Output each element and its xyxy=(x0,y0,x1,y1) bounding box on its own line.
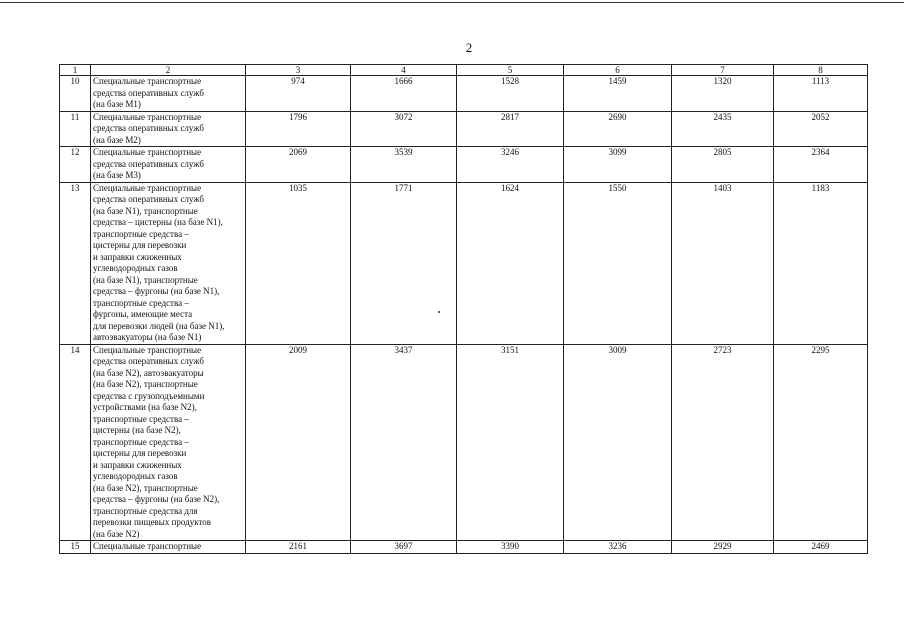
vehicle-category-line: автоэвакуаторы (на базе N1) xyxy=(93,332,202,342)
table-row xyxy=(60,147,868,183)
table-body xyxy=(60,76,868,554)
table-row xyxy=(60,111,868,147)
table-row xyxy=(60,182,868,344)
value-cell: 2069 xyxy=(246,147,351,183)
value-cell: 3009 xyxy=(564,344,672,541)
value-cell: 3151 xyxy=(457,344,564,541)
value-cell: 2690 xyxy=(564,111,672,147)
value-cell: 2295 xyxy=(774,344,868,541)
row-number: 13 xyxy=(60,182,91,344)
vehicle-category-line: транспортные средства – xyxy=(93,297,189,308)
vehicle-category-line: (на базе N2) xyxy=(93,528,140,539)
vehicle-category-line: и заправки сжиженных xyxy=(93,459,182,470)
value-cell: 3539 xyxy=(351,147,457,183)
vehicle-category-line: (на базе N2), транспортные xyxy=(93,379,198,389)
table-row xyxy=(60,541,868,554)
vehicle-category xyxy=(91,147,246,183)
value-cell: 3697 xyxy=(351,541,457,554)
vehicle-category xyxy=(91,111,246,147)
value-cell: 2435 xyxy=(672,111,774,147)
vehicle-category-line: транспортные средства – xyxy=(93,436,189,447)
value-cell: 3246 xyxy=(457,147,564,183)
vehicle-category-line: для перевозки людей (на базе N1), xyxy=(93,320,225,331)
header-cell: 6 xyxy=(564,65,672,76)
value-cell: 1771 xyxy=(351,182,457,344)
vehicle-category-line: средства – фургоны (на базе N2), xyxy=(93,494,220,504)
vehicle-category-line: Специальные транспортные xyxy=(93,76,202,86)
header-cell: 3 xyxy=(246,65,351,76)
vehicle-category-line: (на базе М2) xyxy=(93,134,141,145)
vehicle-category xyxy=(91,344,246,541)
vehicle-category-line: средства с грузоподъемными xyxy=(93,390,205,401)
vehicle-category-line: углеводородных газов xyxy=(93,263,178,273)
vehicle-category xyxy=(91,76,246,112)
header-cell: 7 xyxy=(672,65,774,76)
value-cell: 3437 xyxy=(351,344,457,541)
value-cell: 2817 xyxy=(457,111,564,147)
header-cell: 1 xyxy=(60,65,91,76)
vehicle-category-line: средства оперативных служб xyxy=(93,194,204,204)
vehicle-category-line: углеводородных газов xyxy=(93,471,178,481)
header-cell: 5 xyxy=(457,65,564,76)
header-cell: 8 xyxy=(774,65,868,76)
vehicle-category-line: транспортные средства – xyxy=(93,413,189,424)
value-cell: 1035 xyxy=(246,182,351,344)
vehicle-category-line: средства оперативных служб xyxy=(93,158,204,169)
vehicle-category-line: транспортные средства для xyxy=(93,505,198,516)
value-cell: 3236 xyxy=(564,541,672,554)
vehicle-category xyxy=(91,182,246,344)
vehicle-category-line: средства оперативных служб xyxy=(93,356,204,366)
top-rule xyxy=(0,2,904,3)
value-cell: 1796 xyxy=(246,111,351,147)
value-cell: 2929 xyxy=(672,541,774,554)
value-cell: 2469 xyxy=(774,541,868,554)
vehicle-category-line: (на базе М3) xyxy=(93,170,141,180)
vehicle-category-line: средства оперативных служб xyxy=(93,87,204,98)
value-cell: 974 xyxy=(246,76,351,112)
row-number: 11 xyxy=(60,111,91,147)
value-cell: 3099 xyxy=(564,147,672,183)
value-cell: 2364 xyxy=(774,147,868,183)
value-cell: 1403 xyxy=(672,182,774,344)
value-cell: 2009 xyxy=(246,344,351,541)
vehicle-category-line: Специальные транспортные xyxy=(93,541,202,551)
vehicle-category-line: цистерны для перевозки xyxy=(93,240,187,250)
tariff-table xyxy=(59,64,868,554)
vehicle-category-line: перевозки пищевых продуктов xyxy=(93,517,212,527)
header-cell: 2 xyxy=(91,65,246,76)
row-number: 12 xyxy=(60,147,91,183)
value-cell: 2723 xyxy=(672,344,774,541)
vehicle-category-line: (на базе N2), транспортные xyxy=(93,482,198,493)
vehicle-category-line: средства оперативных служб xyxy=(93,123,204,133)
vehicle-category-line: (на базе N1), транспортные xyxy=(93,274,198,285)
scan-speck xyxy=(438,311,440,313)
value-cell: 1666 xyxy=(351,76,457,112)
value-cell: 1320 xyxy=(672,76,774,112)
value-cell: 1183 xyxy=(774,182,868,344)
header-cell: 4 xyxy=(351,65,457,76)
row-number: 10 xyxy=(60,76,91,112)
value-cell: 1624 xyxy=(457,182,564,344)
table-row xyxy=(60,76,868,112)
vehicle-category-line: (на базе М1) xyxy=(93,99,141,109)
vehicle-category-line: Специальные транспортные xyxy=(93,111,202,122)
vehicle-category-line: (на базе N1), транспортные xyxy=(93,205,198,216)
row-number: 14 xyxy=(60,344,91,541)
value-cell: 1550 xyxy=(564,182,672,344)
vehicle-category-line: (на базе N2), автоэвакуаторы xyxy=(93,367,204,378)
vehicle-category-line: Специальные транспортные xyxy=(93,344,202,355)
vehicle-category-line: Специальные транспортные xyxy=(93,147,202,157)
vehicle-category-line: средства – фургоны (на базе N1), xyxy=(93,286,220,296)
value-cell: 1459 xyxy=(564,76,672,112)
vehicle-category-line: средства – цистерны (на базе N1), xyxy=(93,217,223,227)
vehicle-category-line: и заправки сжиженных xyxy=(93,251,182,262)
vehicle-category xyxy=(91,541,246,554)
value-cell: 3072 xyxy=(351,111,457,147)
table-row xyxy=(60,344,868,541)
vehicle-category-line: цистерны для перевозки xyxy=(93,448,187,458)
value-cell: 3390 xyxy=(457,541,564,554)
vehicle-category-line: транспортные средства – xyxy=(93,228,189,239)
vehicle-category-line: цистерны (на базе N2), xyxy=(93,425,181,435)
value-cell: 2052 xyxy=(774,111,868,147)
vehicle-category-line: устройствами (на базе N2), xyxy=(93,402,197,412)
header-row xyxy=(60,65,868,76)
page-number: 2 xyxy=(465,40,473,55)
value-cell: 1113 xyxy=(774,76,868,112)
vehicle-category-line: Специальные транспортные xyxy=(93,182,202,193)
row-number: 15 xyxy=(60,541,91,554)
value-cell: 2161 xyxy=(246,541,351,554)
value-cell: 2805 xyxy=(672,147,774,183)
vehicle-category-line: фургоны, имеющие места xyxy=(93,309,193,319)
value-cell: 1528 xyxy=(457,76,564,112)
